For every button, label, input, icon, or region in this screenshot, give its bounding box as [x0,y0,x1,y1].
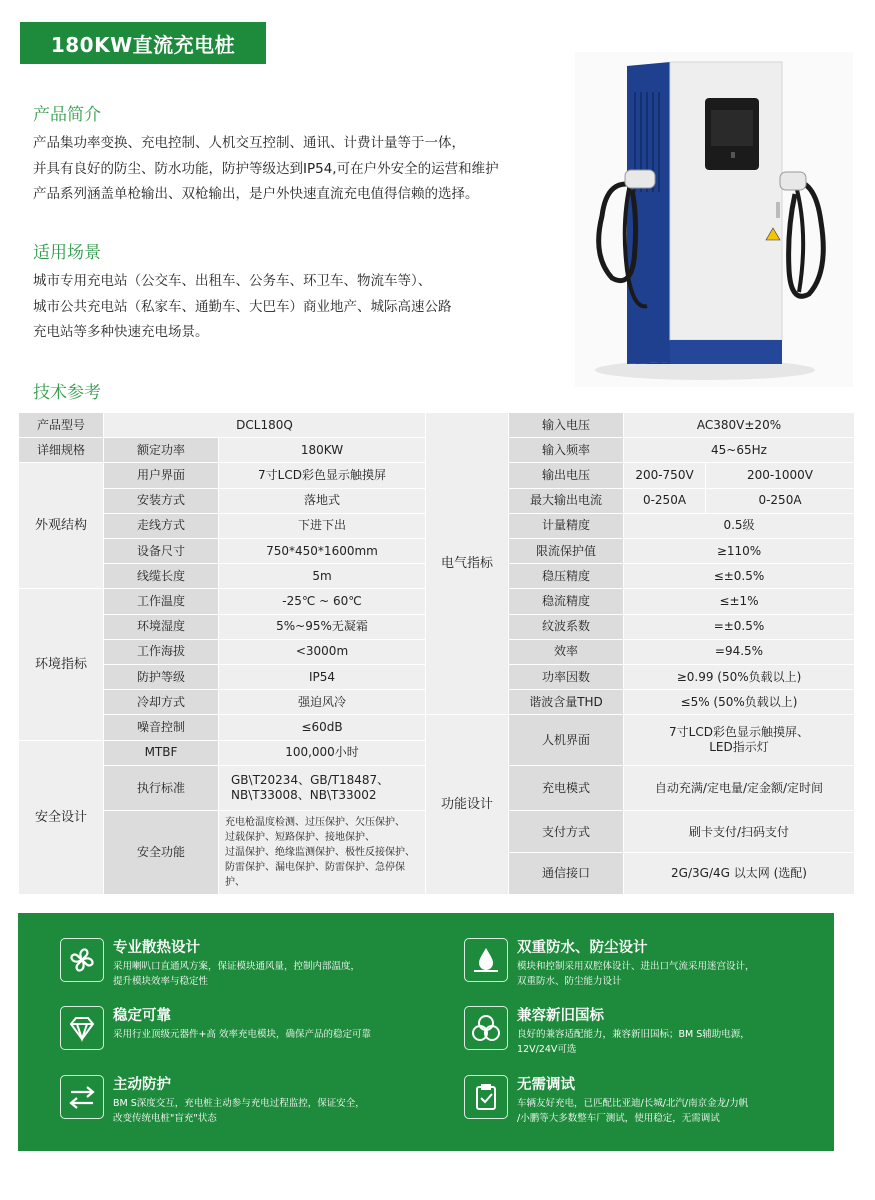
tech-heading: 技术参考 [33,383,101,403]
feature-desc-line: 模块和控制采用双腔体设计、进出口气流采用迷宫设计， [517,961,755,972]
spec-value: 180KW [219,438,426,463]
hmi-line: 7寸LCD彩色显示触摸屏、 [669,725,809,740]
feature-item [464,1075,817,1126]
spec-label: 谐波含量THD [509,690,624,715]
feature-item [464,1006,817,1057]
spec-label: 用户界面 [104,463,219,488]
feature-desc [517,1096,817,1126]
spec-value: AC380V±20% [624,413,855,438]
spec-label: 详细规格 [19,438,104,463]
exchange-arrows-icon [60,1075,104,1119]
feature-title: 专业散热设计 [113,940,200,956]
spec-label: 支付方式 [509,812,623,853]
spec-label: 最大输出电流 [509,488,624,513]
feature-item [60,938,413,989]
hmi-line: LED指示灯 [709,740,769,755]
spec-value: ≤±0.5% [624,564,855,589]
spec-value: ≤60dB [219,715,426,740]
intro-line: 产品集功率变换、充电控制、人机交互控制、通讯、计费计量等于一体， [33,135,465,151]
spec-value: 自动充满/定电量/定金额/定时间 [624,765,855,810]
spec-label: 执行标准 [104,765,219,810]
feature-desc-line: BM S深度交互，充电桩主动参与充电过程监控，保证安全， [113,1098,365,1109]
feature-desc-line: 改变传统电桩"盲充"状态 [113,1113,217,1124]
spec-label: 产品型号 [19,413,104,438]
spec-label: 稳压精度 [509,564,624,589]
spec-group: 安全设计 [19,740,104,894]
intro-text [33,131,578,208]
spec-value: 0-250A [706,488,855,513]
spec-value: ≥110% [624,539,855,564]
spec-value: 5m [219,564,426,589]
spec-label: 工作海拔 [104,639,219,664]
feature-desc-line: 车辆友好充电，已匹配比亚迪/长城/北汽/南京金龙/力帆 [517,1098,749,1109]
spec-label: 走线方式 [104,513,219,538]
intro-line: 产品系列涵盖单枪输出、双枪输出，是户外快速直流充电值得信赖的选择。 [33,186,479,202]
feature-desc [113,1027,413,1042]
page-title: 180KW直流充电桩 [20,22,266,64]
spec-value: 7寸LCD彩色显示触摸屏 [219,463,426,488]
feature-title: 稳定可靠 [113,1008,171,1024]
spec-label: 安装方式 [104,488,219,513]
feature-desc-line: /小鹏等大多数整车厂测试，使用稳定，无需调试 [517,1113,720,1124]
spec-value: 200-1000V [706,463,855,488]
spec-value: =±0.5% [624,614,855,639]
spec-label: 限流保护值 [509,539,624,564]
features-panel [18,913,834,1151]
spec-value: 200-750V [624,463,706,488]
spec-value: 5%~95%无凝霜 [219,614,426,639]
intro-line: 并具有良好的防尘、防水功能，防护等级达到IP54,可在户外安全的运营和维护 [33,160,499,177]
spec-value: 750*450*1600mm [219,539,426,564]
spec-group: 外观结构 [19,463,104,589]
spec-value: DCL180Q [104,413,426,438]
spec-value: 落地式 [219,488,426,513]
spec-value-stack [624,811,855,895]
fan-icon [60,938,104,982]
feature-desc-line: 良好的兼容适配能力，兼容新旧国标；BM S辅助电源， [517,1029,750,1040]
spec-value: 100,000小时 [219,740,426,765]
spec-value [219,765,426,810]
feature-desc [517,1027,817,1057]
scene-text [33,269,578,346]
spec-label: 设备尺寸 [104,539,219,564]
spec-table [18,412,855,895]
spec-value: 45~65Hz [624,438,855,463]
spec-value: ≥0.99 (50%负载以上) [624,665,855,690]
feature-desc [517,959,817,989]
spec-value: <3000m [219,639,426,664]
spec-value: =94.5% [624,639,855,664]
spec-value: 0.5级 [624,513,855,538]
func-line: 防雷保护、漏电保护、防雷保护、急停保护、 [225,862,405,889]
func-line: 过载保护、短路保护、接地保护、 [225,832,375,844]
spec-label: 输入频率 [509,438,624,463]
feature-title: 主动防护 [113,1077,171,1093]
spec-label: 功率因数 [509,665,624,690]
spec-label-stack [509,811,624,895]
feature-item [60,1006,413,1050]
spec-label: 防护等级 [104,665,219,690]
scene-heading: 适用场景 [33,243,101,263]
spec-label: 线缆长度 [104,564,219,589]
scene-line: 城市专用充电站（公交车、出租车、公务车、环卫车、物流车等）、 [33,273,432,289]
spec-label: 安全功能 [104,811,219,895]
intro-heading: 产品简介 [33,105,101,125]
feature-item [464,938,817,989]
spec-value [219,811,426,895]
func-line: 充电枪温度检测、过压保护、欠压保护、 [225,817,405,829]
spec-label: 冷却方式 [104,690,219,715]
std-line: GB\T20234、GB/T18487、 [231,773,390,788]
spec-value: 强迫风冷 [219,690,426,715]
spec-value: ≤5% (50%负载以上) [624,690,855,715]
spec-value [624,715,855,765]
spec-label: MTBF [104,740,219,765]
spec-label: 环境湿度 [104,614,219,639]
feature-desc [113,1096,413,1126]
clipboard-check-icon [464,1075,508,1119]
scene-line: 充电站等多种快速充电场景。 [33,324,209,340]
spec-label: 纹波系数 [509,614,624,639]
spec-label: 噪音控制 [104,715,219,740]
spec-label: 效率 [509,639,624,664]
spec-label: 输出电压 [509,463,624,488]
spec-value: 刷卡支付/扫码支付 [624,812,854,853]
diamond-icon [60,1006,104,1050]
feature-desc-line: 12V/24V可选 [517,1044,577,1055]
rings-icon [464,1006,508,1050]
spec-label: 通信接口 [541,865,590,880]
feature-title: 双重防水、防尘设计 [517,940,648,956]
water-drop-icon [464,938,508,982]
spec-label: 输入电压 [509,413,624,438]
spec-label: 额定功率 [104,438,219,463]
spec-value: 下进下出 [219,513,426,538]
spec-label: 工作温度 [104,589,219,614]
feature-desc-line: 采用喇叭口直通风方案，保证模块通风量，控制内部温度， [113,961,361,972]
feature-desc-line: 提升模块效率与稳定性 [113,976,209,987]
spec-label: 计量精度 [509,513,624,538]
feature-desc-line: 采用行业顶级元器件+高 效率充电模块，确保产品的稳定可靠 [113,1029,371,1040]
spec-group: 功能设计 [426,715,509,895]
spec-value: 0-250A [624,488,706,513]
feature-desc [113,959,413,989]
spec-group: 电气指标 [426,413,509,715]
charger-product-image [575,52,853,387]
spec-group: 环境指标 [19,589,104,740]
spec-label: 稳流精度 [509,589,624,614]
spec-value: ≤±1% [624,589,855,614]
func-line: 过温保护、绝缘监测保护、极性反接保护、 [225,847,415,859]
spec-label: 人机界面 [509,715,624,765]
spec-label: 充电模式 [509,765,624,810]
spec-value: IP54 [219,665,426,690]
feature-title: 无需调试 [517,1077,575,1093]
std-line: NB\T33008、NB\T33002 [231,788,377,803]
feature-title: 兼容新旧国标 [517,1008,604,1024]
spec-value: 2G/3G/4G 以太网 (选配) [671,865,807,880]
scene-line: 城市公共充电站（私家车、通勤车、大巴车）商业地产、城际高速公路 [33,298,452,315]
feature-item [60,1075,413,1126]
spec-value: -25℃ ~ 60℃ [219,589,426,614]
feature-desc-line: 双重防水、防尘能力设计 [517,976,622,987]
